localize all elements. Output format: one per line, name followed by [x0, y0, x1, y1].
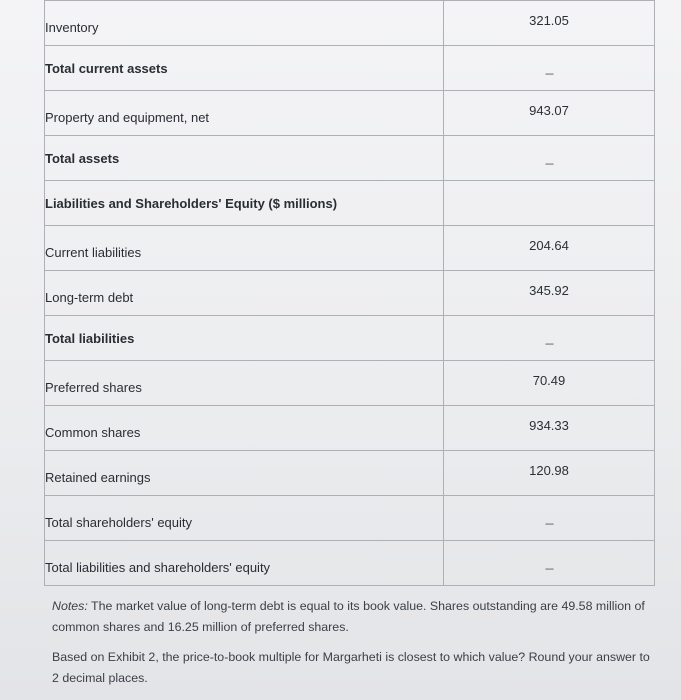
row-value: 934.33 [529, 418, 569, 433]
notes-prefix: Notes: [52, 599, 88, 613]
row-label: Current liabilities [45, 245, 142, 260]
row-label-cell [45, 91, 444, 136]
table-row [45, 406, 655, 451]
row-value-cell [444, 496, 655, 541]
notes-paragraph [52, 596, 652, 638]
row-value-cell [444, 451, 655, 496]
table-row [45, 316, 655, 361]
row-label: Common shares [45, 425, 141, 440]
table-row [45, 136, 655, 181]
table-row [45, 271, 655, 316]
row-value-cell [444, 361, 655, 406]
row-label-cell [45, 541, 444, 586]
row-label-cell [45, 406, 444, 451]
row-label-cell [45, 226, 444, 271]
blank-value-placeholder: --- [545, 338, 553, 350]
table-row [45, 46, 655, 91]
row-value: 120.98 [529, 463, 569, 478]
row-label-cell [45, 1, 444, 46]
row-value: 345.92 [529, 283, 569, 298]
row-label-cell [45, 136, 444, 181]
row-value-cell [444, 91, 655, 136]
blank-value-placeholder: --- [545, 158, 553, 170]
row-value-cell [444, 316, 655, 361]
row-label-cell [45, 271, 444, 316]
row-label: Total assets [45, 151, 120, 166]
row-label: Total shareholders' equity [45, 515, 193, 530]
row-value-cell [444, 46, 655, 91]
row-label-cell [45, 316, 444, 361]
balance-sheet-table [44, 0, 655, 586]
row-label: Property and equipment, net [45, 110, 210, 125]
row-value-cell [444, 406, 655, 451]
row-label: Inventory [45, 20, 99, 35]
blank-value-placeholder: --- [545, 518, 553, 530]
table-row [45, 541, 655, 586]
row-value-cell [444, 271, 655, 316]
row-value-cell [444, 181, 655, 226]
row-value: 321.05 [529, 13, 569, 28]
question-text: Based on Exhibit 2, the price-to-book multiple for Margarheti is closest to which value? Round your answer to 2 decimal places. [52, 650, 650, 685]
table-row [45, 496, 655, 541]
table-row [45, 361, 655, 406]
row-label-cell [45, 361, 444, 406]
row-value: 204.64 [529, 238, 569, 253]
blank-value-placeholder: --- [545, 68, 553, 80]
row-label: Total liabilities and shareholders' equity [45, 560, 271, 575]
row-value-cell [444, 136, 655, 181]
row-value-cell [444, 541, 655, 586]
row-value: 70.49 [532, 373, 566, 388]
row-label: Liabilities and Shareholders' Equity ($ millions) [45, 196, 338, 211]
row-label-cell [45, 181, 444, 226]
table-row [45, 181, 655, 226]
row-label-cell [45, 451, 444, 496]
row-label: Retained earnings [45, 470, 151, 485]
row-label: Total current assets [45, 61, 168, 76]
row-label-cell [45, 496, 444, 541]
row-label: Long-term debt [45, 290, 134, 305]
table-row [45, 91, 655, 136]
notes-section [52, 596, 652, 698]
table-row [45, 451, 655, 496]
row-value-cell [444, 1, 655, 46]
table-row [45, 226, 655, 271]
row-value: 943.07 [529, 103, 569, 118]
blank-value-placeholder: --- [545, 563, 553, 575]
row-label: Total liabilities [45, 331, 135, 346]
notes-text: The market value of long-term debt is equal to its book value. Shares outstanding are 49.58 million of common shares and 16.25 million of preferred shares. [52, 599, 645, 634]
table-row [45, 1, 655, 46]
row-label: Preferred shares [45, 380, 142, 395]
row-value-cell [444, 226, 655, 271]
row-label-cell [45, 46, 444, 91]
